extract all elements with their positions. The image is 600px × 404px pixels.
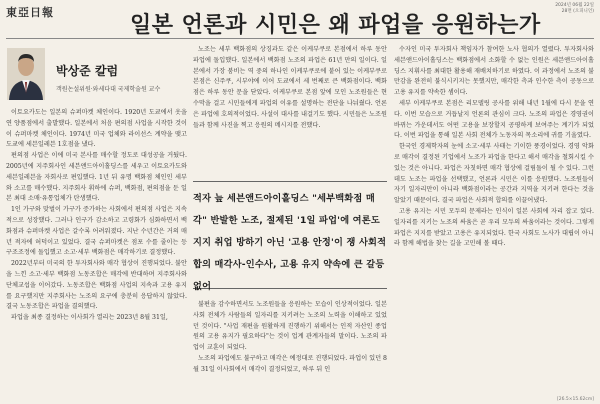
paragraph: 2022년부터 미국의 한 투자회사와 매각 협상이 진행되었다. 불안을 느낀 소고·세부 백화점 노동조합은 매각에 반대하며 지주회사와 단체교섭을 이어갔다. 노동조합은 백화점 사업의 지속과 고용 유지를 요구했지만 지주회사는 노조의 요구에 충분히 응답하지 않았다. 결국 노동조합은 파업을 결의했다.	[6, 260, 187, 311]
paragraph: 세부 이케부쿠로 본점은 리모델링 공사를 위해 내년 1월에 다시 문을 연다. 이번 모습으로 거듭날지 언론의 관심이 크다. 노조의 파업은 경영권이 바뀌는 가운데서도 어떤 고용을 보장할지 공평하게 보여주는 계기가 되었다. 이번 파업을 통해 일본 사회 전체가 노동자의 목소리에 귀를 기울였다.	[394, 99, 594, 140]
columnist-title: 객원논설위원·와세다대 국제학술원 교수	[56, 86, 161, 93]
paragraph: 고용 유지는 시민 모두의 문제라는 인식이 일본 사회에 자리 잡고 있다. 일자리를 지키는 노조의 싸움은 곧 우리 모두의 싸움이라는 것이다. 그렇게 파업은 지지를 받았고 고용은 유지되었다. 한국 사회도 노사가 대립이 아니라 함께 해법을 찾는 길을 고민해 볼 때다.	[394, 207, 594, 248]
paragraph: 이토요카도는 일본의 슈퍼마켓 체인이다. 1920년 도쿄에서 옷을 연 양품점에서 출발했다. 일본에서 처음 편의점 사업을 시작한 것이 이 슈퍼마켓 체인이다. 1974년 미국 업체와 라이선스 계약을 맺고 도쿄에 세븐일레븐 1호점을 냈다.	[6, 109, 187, 149]
paragraph: 수자인 미국 투자회사 책임자가 참여한 노사 협의가 열렸다. 투자회사와 세븐앤드아이홀딩스는 백화점에서 소화할 수 없는 인원은 세븐앤드아이홀딩스 지휘사를 최대한 활용해 재배치하기로 하였다. 이 과정에서 노조의 불만감을 완전히 불식시키지는 못했지만, 매각한 측과 인수한 측이 공동으로 고용 유지를 약속한 셈이다.	[394, 46, 594, 97]
article-column-left	[6, 108, 187, 324]
paragraph: 파업을 최종 결정하는 이사회가 열리는 2023년 8월 31일,	[11, 314, 168, 322]
paragraph: 1인 가구와 맞벌이 가구가 증가하는 사회에서 편의점 사업은 지속적으로 성장했다. 그러나 인구가 감소하고 고령화가 심화하면서 백화점과 슈퍼마켓 사업은 갈수록 어려워졌다. 지난 수년간은 거의 매년 적자에 허덕이고 있었다. 결국 슈퍼마켓은 점포 수를 줄이는 등 구조조정에 돌입했고 소고·세부 백화점은 매각하기로 결정했다.	[6, 206, 187, 257]
pull-quote: 적자 늪 세븐앤드아이홀딩스 "세부백화점 매각" 반발한 노조, 절제된 '1일 파업'에 여론도 지지 취업 방하기 아닌 '고용 안정'이 쟁 사회적 합의 매각사-인수사, 고용 유지 약속에 큰 갈등 없어	[193, 181, 387, 289]
paragraph: 한국인 경제학자의 눈에 소고·세부 사태는 기이한 풍경이었다. 경영 악화로 매각이 결정된 기업에서 노조가 파업을 한다고 해서 매각을 철회시킬 수 있는 것은 아니다. 파업은 자칫하면 매각 협상에 걸림돌이 될 수 있다. 그런데도 노조는 파업을 선택했고, 언론과 시민은 이를 응원했다. 노조원들이 자기 일자리만이 아니라 백화점이라는 공간과 지역을 지키려 한다는 것을 알았기 때문이다. 결국 파업은 사회적 합의를 이끌어냈다.	[394, 143, 594, 205]
article-column-middle-bottom	[193, 300, 387, 376]
clipping-size: [26.5×15.62cm]	[556, 397, 594, 402]
paragraph: 노조는 세부 백화점의 상징과도 같은 이케부쿠로 본점에서 하루 동안 파업에 돌입했다. 일본에서 백화점 노조의 파업은 61년 만의 일이다. 일본에서 가장 붐비는 역 중의 하나인 이케부쿠로에 붙어 있는 이케부쿠로 본점은 신주쿠, 시부야에 이어 도쿄에서 세 번째로 큰 백화점이다. 백화점은 하루 동안 문을 닫았다. 이케부쿠로 본점 앞에 모인 노조원들은 현수막을 걸고 시민들에게 파업의 이유를 설명하는 전단을 나눠줬다. 언론은 파업에 호의적이었다. 사설이 대사를 내걸기도 했다. 시민들은 노조원들과 함께 사진을 찍고 응원의 메시지를 전했다.	[193, 46, 387, 129]
article-column-middle-top	[193, 45, 387, 131]
paragraph: 불편을 감수하면서도 노조원들을 응원하는 모습이 인상적이었다. 일본 사회 전체가 사람들의 일자리를 지키려는 노조의 노력을 이해하고 있었던 것이다. "사업 재편을 원활하게 진행하기 위해서는 인적 자산인 종업원의 고용 유지가 필요하다"는 것이 업계 관계자들의 말이다. 노조의 파업이 교훈이 되었다.	[193, 301, 387, 352]
issue-date: 2024년 06월 22일 28면 (오피니언)	[555, 3, 594, 14]
columnist-name: 박상준 칼럼	[56, 64, 119, 78]
divider	[6, 38, 594, 39]
article-headline: 일본 언론과 시민은 왜 파업을 응원하는가	[130, 13, 541, 38]
paragraph: 편의점 사업은 이에 미국 본사를 매수할 정도로 대성공을 거뒀다. 2005년에 지주회사인 세븐앤드아이홀딩스를 세우고 이토요카도와 세븐일레븐을 자회사로 편입했다. 1년 뒤 유명 백화점 체인인 세부와 소고를 매수했다. 지주회사 휘하에 슈퍼, 백화점, 편의점을 둔 일본 최대 소매·유통업체가 탄생했다.	[6, 152, 187, 203]
columnist-portrait	[7, 48, 45, 100]
article-column-right	[394, 45, 594, 250]
paragraph: 노조의 파업에도 불구하고 매각은 예정대로 진행되었다. 파업이 있던 8월 31일 이사회에서 매각이 결정되었고, 하루 뒤 인	[193, 354, 387, 373]
newspaper-masthead: 東亞日報	[6, 6, 54, 19]
